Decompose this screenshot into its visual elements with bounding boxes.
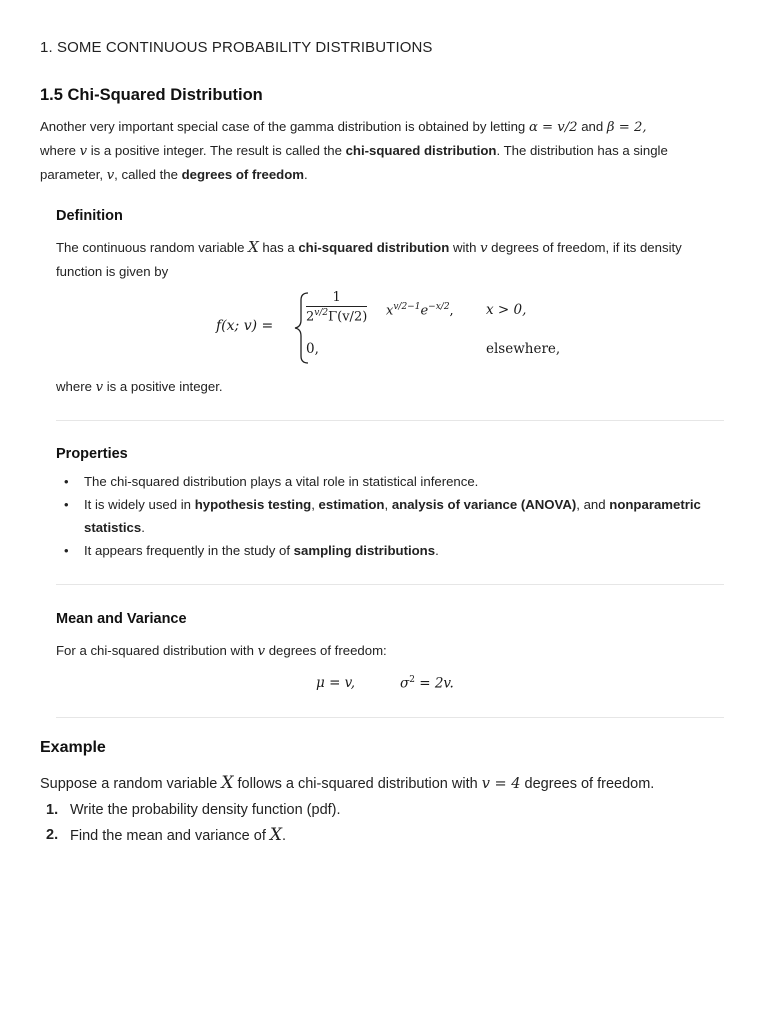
formula-lhs: f(x; v) = (216, 318, 274, 334)
condition-elsewhere: elsewhere, (486, 341, 561, 357)
formula-exponential-part (386, 302, 454, 318)
bold-term: nonparametric (609, 497, 701, 512)
bold-term: hypothesis testing (194, 497, 312, 512)
v-symbol: v (106, 168, 115, 183)
list-item-text: The chi-squared distribution plays a vital role in statistical inference. (84, 474, 479, 489)
bold-term: sampling distributions (293, 543, 436, 558)
properties-heading: Properties (56, 446, 128, 462)
mean-variance-text-part: For a chi-squared distribution with (56, 643, 258, 658)
list-item-text: . (141, 520, 145, 535)
list-item-text: , (311, 497, 319, 512)
intro-text: is a positive integer. The result is called the (87, 143, 346, 158)
v-symbol: v (257, 644, 266, 659)
list-item (56, 470, 724, 493)
sigma-base: σ (400, 675, 410, 692)
intro-bold-term: chi-squared distribution (345, 143, 497, 158)
step-number: 1. (46, 802, 59, 818)
mean-variance-heading: Mean and Variance (56, 611, 187, 627)
denominator-base: 2 (306, 309, 315, 325)
intro-text: where (40, 143, 80, 158)
step-text: Write the probability density function (pdf). (70, 802, 341, 818)
mean-formula: μ = v, (316, 675, 355, 691)
definition-bold-term: chi-squared distribution (298, 240, 450, 255)
definition-text-part: has a (258, 240, 299, 255)
definition-footnote (56, 375, 223, 399)
properties-list (56, 470, 724, 562)
list-item-text: , and (576, 497, 610, 512)
v-symbol: v (95, 380, 104, 395)
x-exponent: v/2−1 (393, 302, 421, 312)
v-symbol: v (480, 241, 488, 256)
intro-bold-term: degrees of freedom (181, 167, 304, 182)
section-divider (56, 717, 724, 718)
example-title: Example (40, 739, 106, 756)
list-item (56, 539, 724, 562)
fraction-numerator: 1 (306, 290, 367, 307)
denominator-exponent: v/2 (314, 308, 329, 318)
intro-text: and (577, 119, 607, 134)
definition-text-part: The continuous random variable (56, 240, 249, 255)
list-item-text: It appears frequently in the study of (84, 543, 294, 558)
example-statement (40, 771, 730, 797)
list-item (56, 493, 724, 539)
pdf-formula (216, 290, 576, 370)
list-item (40, 823, 730, 849)
e-base: e (420, 303, 429, 319)
condition-positive: x > 0, (486, 302, 527, 318)
intro-text: Another very important special case of the gamma distribution is obtained by letting (40, 119, 529, 134)
beta-equation: β = 2, (606, 120, 647, 135)
footnote-text: where (56, 379, 96, 394)
footnote-text: is a positive integer. (103, 379, 223, 394)
list-item (40, 798, 730, 823)
mean-variance-text-part: degrees of freedom: (265, 643, 387, 658)
X-symbol: X (269, 825, 283, 845)
chapter-heading: 1. SOME CONTINUOUS PROBABILITY DISTRIBUTIONS (40, 39, 433, 56)
list-item-text: . (435, 543, 439, 558)
mean-variance-text (56, 639, 387, 663)
definition-text-part: function is given by (56, 264, 169, 279)
step-text: Find the mean and variance of (70, 828, 270, 844)
variance-rest: = 2v. (414, 675, 454, 692)
bold-term: statistics (84, 520, 142, 535)
intro-text: . (304, 167, 308, 182)
variance-formula (400, 675, 454, 692)
formula-fraction (306, 290, 367, 324)
section-divider (56, 584, 724, 585)
intro-text: . The distribution has a single (496, 143, 668, 158)
x-base: x (386, 303, 394, 319)
step-text: . (282, 828, 287, 844)
step-number: 2. (46, 827, 59, 843)
list-item-text: , (384, 497, 392, 512)
example-body (40, 771, 730, 849)
formula-zero: 0, (306, 341, 319, 357)
example-text: follows a chi-squared distribution with (233, 776, 482, 792)
intro-text: parameter, (40, 167, 107, 182)
definition-text-part: with (449, 240, 481, 255)
definition-heading: Definition (56, 208, 123, 224)
section-divider (56, 420, 724, 421)
intro-paragraph (40, 115, 710, 187)
v-symbol: v (79, 144, 88, 159)
definition-text-part: degrees of freedom, if its density (487, 240, 682, 255)
bold-term: estimation (318, 497, 385, 512)
alpha-equation: α = v/2 (528, 120, 578, 135)
fraction-denominator (306, 307, 367, 324)
definition-text (56, 236, 721, 283)
denominator-gamma: Γ(v/2) (328, 309, 368, 325)
example-text: degrees of freedom. (520, 776, 655, 792)
v-equation: v = 4 (481, 776, 521, 792)
list-item-text: It is widely used in (84, 497, 195, 512)
sigma-exponent: 2 (409, 675, 415, 685)
formula-comma: , (449, 303, 454, 319)
intro-text: , called the (114, 167, 182, 182)
e-exponent: −x/2 (428, 302, 450, 312)
X-symbol: X (221, 773, 234, 793)
section-title: 1.5 Chi-Squared Distribution (40, 86, 263, 104)
X-symbol: X (248, 238, 259, 256)
example-text: Suppose a random variable (40, 776, 222, 792)
bold-term: analysis of variance (ANOVA) (391, 497, 577, 512)
